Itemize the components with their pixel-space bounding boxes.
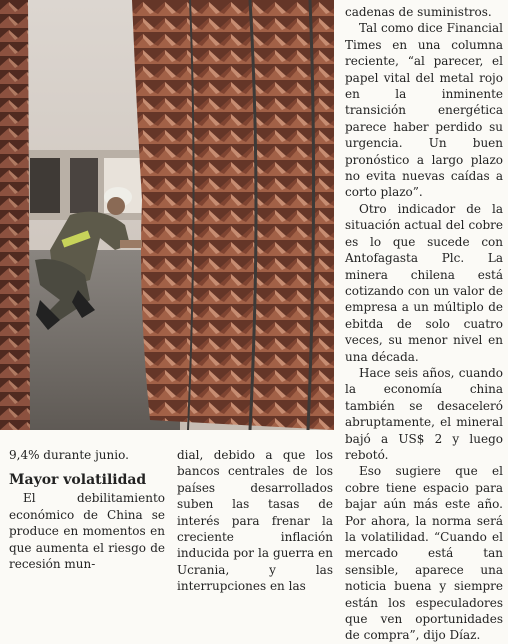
article-column-right (345, 4, 503, 644)
paragraph: cadenas de suministros. (345, 5, 492, 19)
paragraph: Tal como dice Financial Times en una columna reciente, “al parecer, el papel vital del metal rojo en la inminente transición energética parece haber perdido su urgencia. Un buen pronóstico a largo plazo no evita nuevas caídas a corto plazo”. (345, 21, 503, 200)
paragraph: dial, debido a que los bancos centrales de los países desarrollados suben las tasas de interés para frenar la creciente inflación inducida por la guerra en Ucrania, y las interrupciones en las (177, 448, 333, 594)
paragraph: Otro indicador de la situación actual del cobre es lo que sucede con Antofagasta Plc. La minera chilena está cotizando con un valor de empresa a un múltiplo de ebitda de solo cuatro veces, su menor nivel en una década. (345, 201, 503, 364)
photo-illustration (0, 0, 334, 430)
paragraph: El debilitamiento económico de China se produce en momentos en que aumenta el riesgo de recesión mun- (9, 491, 165, 572)
copper-ingots-photo (0, 0, 334, 430)
section-heading: Mayor volatilidad (9, 472, 147, 489)
paragraph: 9,4% durante junio. (9, 448, 129, 462)
paragraph: Eso sugiere que el cobre tiene espacio para bajar aún más este año. Por ahora, la norma será la volatilidad. “Cuando el mercado está tan sensible, aparece una noticia buena y siempre están los especuladores que ven oportunidades de compra”, dijo Díaz. (345, 464, 503, 643)
article-column-middle (177, 447, 333, 595)
paragraph: Hace seis años, cuando la economía china también se desaceleró abruptamente, el mineral bajó a US$ 2 y luego rebotó. (345, 365, 503, 462)
article-column-left (9, 447, 165, 572)
